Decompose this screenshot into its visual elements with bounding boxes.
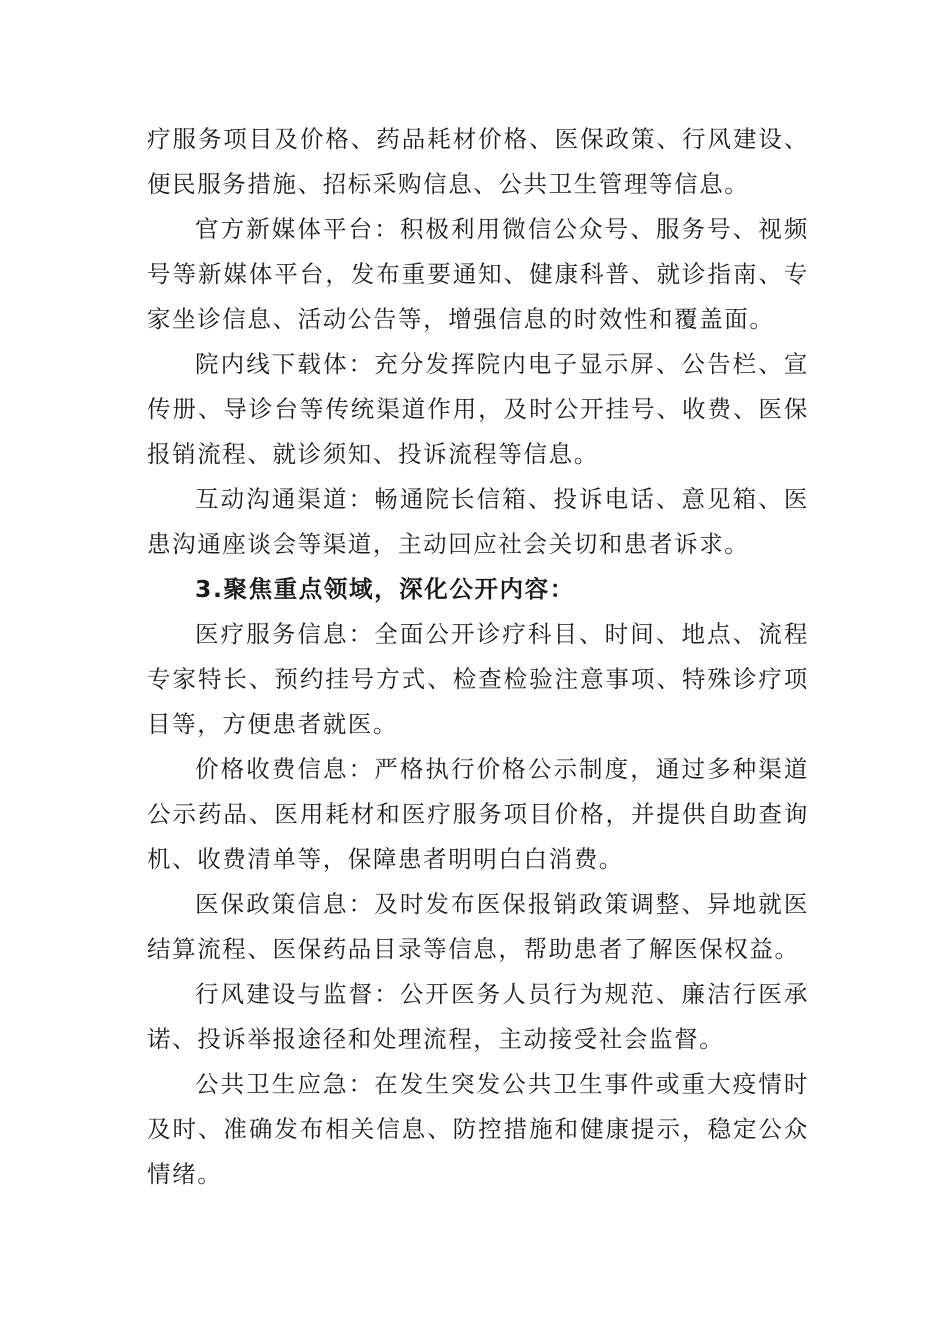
paragraph-interactive-channels: 互动沟通渠道：畅通院长信箱、投诉电话、意见箱、医患沟通座谈会等渠道，主动回应社会关切和患者诉求。 [147, 485, 809, 558]
paragraph-medical-service-info: 医疗服务信息：全面公开诊疗科目、时间、地点、流程专家特长、预约挂号方式、检查检验注意事项、特殊诊疗项目等，方便患者就医。 [147, 620, 809, 738]
paragraph-public-health-emergency: 公共卫生应急：在发生突发公共卫生事件或重大疫情时及时、准确发布相关信息、防控措施和健康提示，稳定公众情绪。 [147, 1070, 809, 1188]
paragraph-offline-carriers: 院内线下载体：充分发挥院内电子显示屏、公告栏、宣传册、导诊台等传统渠道作用，及时公开挂号、收费、医保报销流程、就诊须知、投诉流程等信息。 [147, 350, 809, 468]
paragraph-continuation: 疗服务项目及价格、药品耗材价格、医保政策、行风建设、便民服务措施、招标采购信息、公共卫生管理等信息。 [147, 125, 809, 198]
document-body [147, 117, 809, 1197]
section-heading: 3.聚焦重点领域，深化公开内容： [195, 575, 575, 603]
paragraph-conduct-supervision: 行风建设与监督：公开医务人员行为规范、廉洁行医承诺、投诉举报途径和处理流程，主动接受社会监督。 [147, 980, 809, 1053]
paragraph-price-fee-info: 价格收费信息：严格执行价格公示制度，通过多种渠道公示药品、医用耗材和医疗服务项目价格，并提供自助查询机、收费清单等，保障患者明明白白消费。 [147, 755, 809, 873]
paragraph-new-media-platform: 官方新媒体平台：积极利用微信公众号、服务号、视频号等新媒体平台，发布重要通知、健康科普、就诊指南、专家坐诊信息、活动公告等，增强信息的时效性和覆盖面。 [147, 215, 809, 333]
paragraph-medical-insurance-info: 医保政策信息：及时发布医保报销政策调整、异地就医结算流程、医保药品目录等信息，帮助患者了解医保权益。 [147, 890, 809, 963]
